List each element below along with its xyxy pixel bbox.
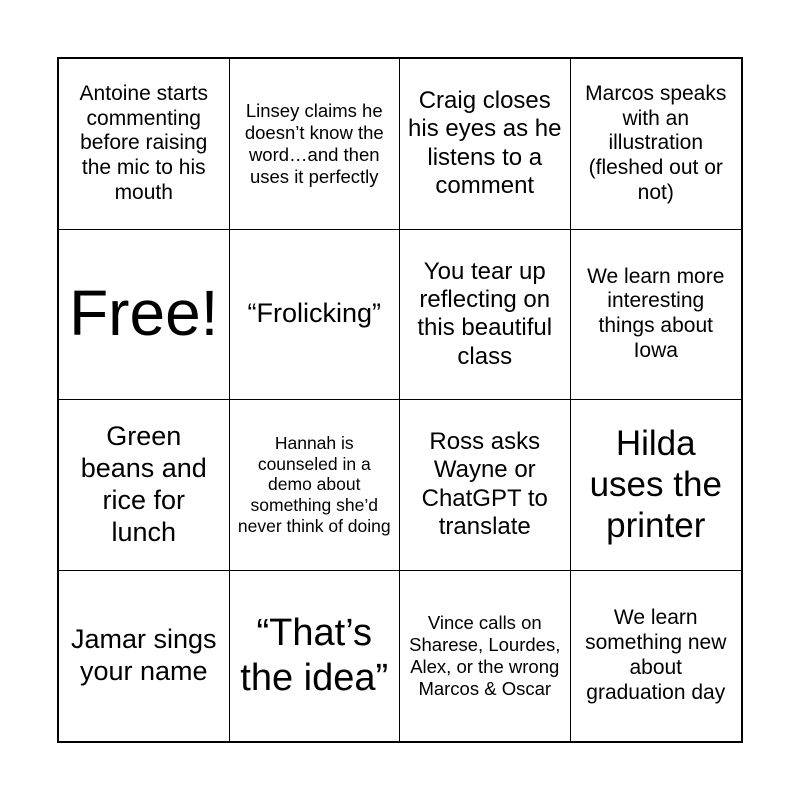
bingo-cell-r3c1[interactable] — [59, 400, 230, 571]
bingo-cell-text: Craig closes his eyes as he listens to a comment — [408, 87, 562, 200]
bingo-cell-text: Jamar sings your name — [70, 623, 217, 686]
bingo-cell-text: Free! — [69, 277, 219, 350]
bingo-cell-r3c2[interactable] — [230, 400, 401, 571]
bingo-cell-text: Antoine starts commenting before raising the mic to his mouth — [79, 81, 208, 204]
bingo-cell-r4c2[interactable] — [230, 571, 401, 742]
bingo-cell-text: Linsey claims he doesn’t know the word…and then uses it perfectly — [244, 100, 384, 187]
bingo-cell-text: You tear up reflecting on this beautiful class — [417, 257, 553, 370]
bingo-cell-r4c3[interactable] — [400, 571, 571, 742]
bingo-cell-r4c1[interactable] — [59, 571, 230, 742]
bingo-cell-text: Vince calls on Sharese, Lourdes, Alex, or the wrong Marcos & Oscar — [409, 612, 561, 699]
bingo-cell-r1c1[interactable] — [59, 59, 230, 230]
bingo-cell-r3c3[interactable] — [400, 400, 571, 571]
bingo-cell-text: Green beans and rice for lunch — [80, 421, 207, 547]
bingo-cell-text: Hilda uses the printer — [589, 423, 722, 546]
bingo-cell-r1c3[interactable] — [400, 59, 571, 230]
bingo-cell-r1c4[interactable] — [571, 59, 742, 230]
bingo-cell-r1c2[interactable] — [230, 59, 401, 230]
bingo-cell-free[interactable] — [59, 230, 230, 401]
bingo-cell-r3c4[interactable] — [571, 400, 742, 571]
bingo-cell-text: Ross asks Wayne or ChatGPT to translate — [421, 428, 548, 541]
bingo-cell-r2c2[interactable] — [230, 230, 401, 401]
bingo-cell-text: We learn more interesting things about Iowa — [587, 264, 725, 363]
bingo-cell-r2c4[interactable] — [571, 230, 742, 401]
bingo-cell-text: “Frolicking” — [247, 298, 381, 329]
bingo-cell-text: Marcos speaks with an illustration (fleshed out or not) — [585, 81, 727, 204]
bingo-board — [57, 57, 743, 743]
bingo-cell-text: We learn something new about graduation day — [585, 606, 727, 704]
bingo-cell-text: “That’s the idea” — [240, 611, 389, 699]
bingo-cell-r2c3[interactable] — [400, 230, 571, 401]
bingo-cell-text: Hannah is counseled in a demo about something she’d never think of doing — [237, 433, 391, 536]
bingo-cell-r4c4[interactable] — [571, 571, 742, 742]
